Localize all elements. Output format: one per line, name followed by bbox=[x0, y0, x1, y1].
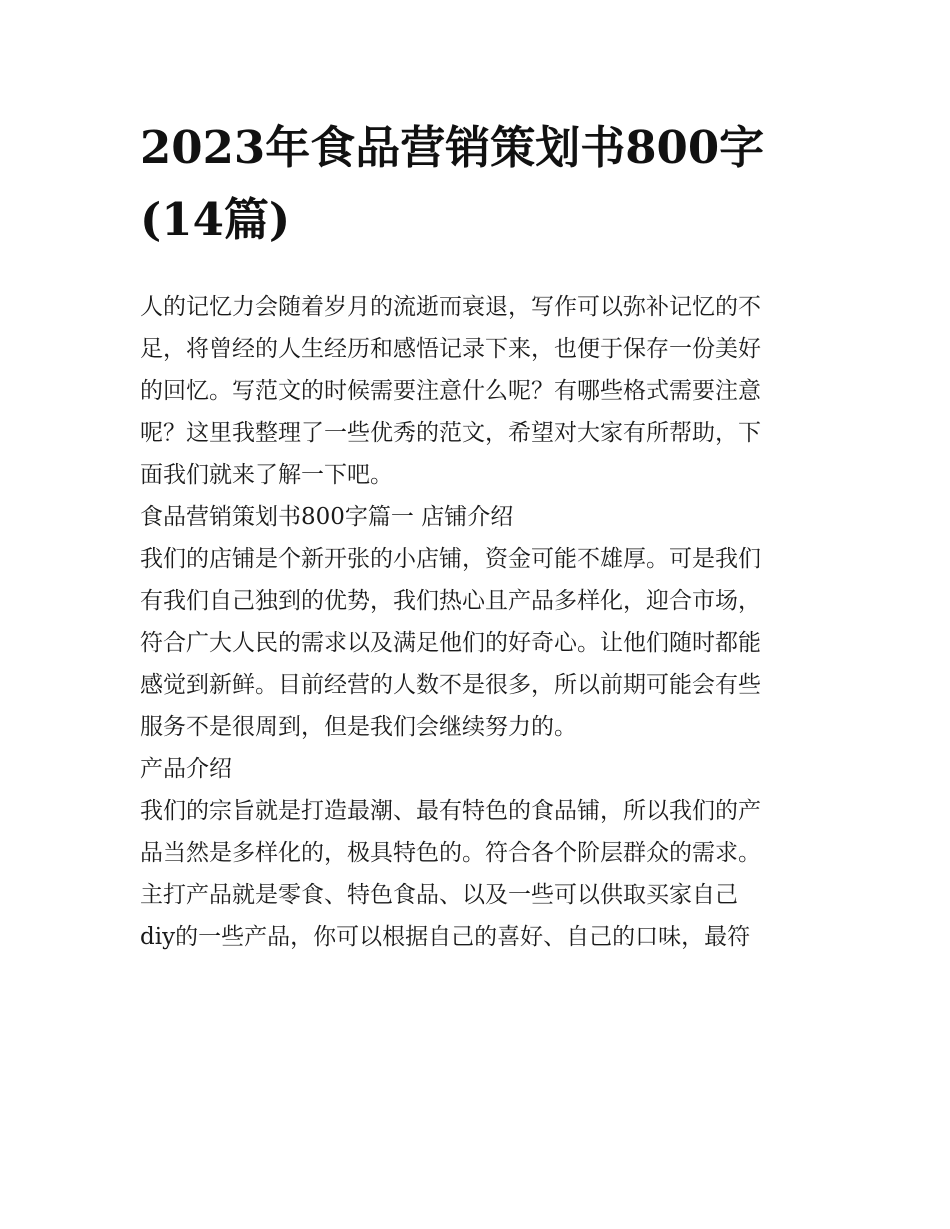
section1-heading: 食品营销策划书800字篇一 店铺介绍 bbox=[140, 504, 514, 530]
section1-line: 服务不是很周到，但是我们会继续努力的。 bbox=[140, 714, 577, 740]
section1-line: 我们的店铺是个新开张的小店铺，资金可能不雄厚。可是我们 bbox=[140, 546, 761, 572]
title-line-2: (14篇) bbox=[140, 193, 291, 246]
section2-line: diy的一些产品，你可以根据自己的喜好、自己的口味，最符 bbox=[140, 924, 751, 950]
section2-line: 我们的宗旨就是打造最潮、最有特色的食品铺，所以我们的产 bbox=[140, 798, 761, 824]
section2-line: 品当然是多样化的，极具特色的。符合各个阶层群众的需求。 bbox=[140, 840, 761, 866]
intro-paragraph bbox=[140, 286, 812, 496]
section1-line: 有我们自己独到的优势，我们热心且产品多样化，迎合市场， bbox=[140, 588, 761, 614]
section1-line: 符合广大人民的需求以及满足他们的好奇心。让他们随时都能 bbox=[140, 630, 761, 656]
intro-line: 面我们就来了解一下吧。 bbox=[140, 462, 393, 488]
intro-line: 人的记忆力会随着岁月的流逝而衰退，写作可以弥补记忆的不 bbox=[140, 294, 761, 320]
document-body bbox=[140, 286, 812, 958]
section1-paragraph bbox=[140, 538, 812, 748]
intro-line: 足，将曾经的人生经历和感悟记录下来，也便于保存一份美好 bbox=[140, 336, 761, 362]
section2-line: 主打产品就是零食、特色食品、以及一些可以供取买家自己 bbox=[140, 882, 738, 908]
title-line-1: 2023年食品营销策划书800字 bbox=[140, 121, 765, 174]
intro-line: 的回忆。写范文的时候需要注意什么呢？有哪些格式需要注意 bbox=[140, 378, 761, 404]
section2-paragraph bbox=[140, 790, 812, 958]
section2-heading: 产品介绍 bbox=[140, 756, 232, 782]
document-title bbox=[140, 112, 812, 256]
document-page bbox=[140, 112, 812, 958]
section1-line: 感觉到新鲜。目前经营的人数不是很多，所以前期可能会有些 bbox=[140, 672, 761, 698]
intro-line: 呢？这里我整理了一些优秀的范文，希望对大家有所帮助，下 bbox=[140, 420, 761, 446]
